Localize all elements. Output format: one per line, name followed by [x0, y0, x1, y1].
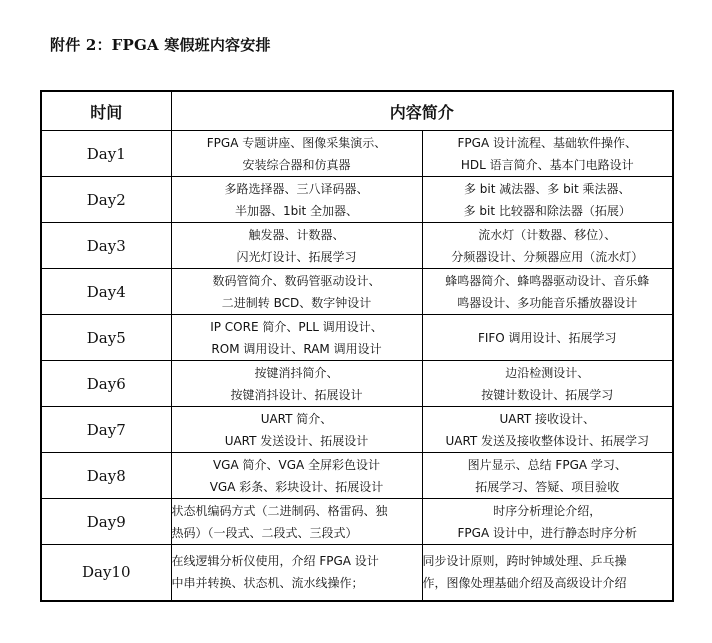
content-left-cell — [171, 453, 422, 499]
content-left-cell — [171, 269, 422, 315]
content-right-cell — [422, 407, 673, 453]
content-line: 按键计数设计、拓展学习 — [481, 387, 614, 402]
table-row — [41, 499, 673, 545]
content-left-cell — [171, 407, 422, 453]
content-line: 多路选择器、三八译码器、 — [224, 181, 369, 196]
content-line: ROM 调用设计、RAM 调用设计 — [211, 341, 382, 356]
header-content: 内容简介 — [171, 91, 673, 131]
content-line: 状态机编码方式（二进制码、格雷码、独 — [171, 503, 388, 518]
header-time: 时间 — [41, 91, 171, 131]
content-line: 作，图像处理基础介绍及高级设计介绍 — [422, 576, 627, 591]
table-row — [41, 453, 673, 499]
content-line: 安装综合器和仿真器 — [242, 157, 351, 172]
content-line: 按键消抖设计、拓展设计 — [230, 387, 363, 402]
content-line: HDL 语言简介、基本门电路设计 — [460, 157, 634, 172]
content-line: FPGA 专题讲座、图像采集演示、 — [206, 135, 387, 150]
table-row — [41, 361, 673, 407]
content-line: 闪光灯设计、拓展学习 — [236, 249, 357, 264]
page-title: 附件 2：FPGA 寒假班内容安排 — [50, 36, 271, 54]
content-left-cell — [171, 315, 422, 361]
content-line: FPGA 设计中，进行静态时序分析 — [457, 525, 637, 540]
content-left-cell — [171, 177, 422, 223]
content-line: 半加器、1bit 全加器、 — [234, 203, 359, 218]
content-line: UART 发送设计、拓展设计 — [224, 433, 369, 448]
table-row — [41, 545, 673, 601]
day-cell: Day8 — [41, 453, 171, 499]
content-line: 触发器、计数器、 — [248, 227, 345, 242]
schedule-table — [40, 90, 674, 602]
day-cell: Day9 — [41, 499, 171, 545]
content-line: IP CORE 简介、PLL 调用设计、 — [210, 319, 383, 334]
content-line: 鸣器设计、多功能音乐播放器设计 — [457, 295, 638, 310]
content-line: FIFO 调用设计、拓展学习 — [477, 330, 617, 345]
day-cell: Day6 — [41, 361, 171, 407]
content-line: 在线逻辑分析仪使用，介绍 FPGA 设计 — [171, 554, 379, 569]
content-line: 时序分析理论介绍， — [493, 503, 602, 518]
content-line: 多 bit 减法器、多 bit 乘法器、 — [463, 181, 631, 196]
table-row — [41, 131, 673, 177]
content-line: 图片显示、总结 FPGA 学习、 — [467, 457, 627, 472]
content-left-cell — [171, 545, 422, 601]
table-header-row — [41, 91, 673, 131]
content-right-cell — [422, 499, 673, 545]
schedule-body — [41, 131, 673, 601]
content-line: 蜂鸣器简介、蜂鸣器驱动设计、音乐蜂 — [445, 273, 650, 288]
table-row — [41, 269, 673, 315]
table-row — [41, 315, 673, 361]
day-cell: Day5 — [41, 315, 171, 361]
table-row — [41, 407, 673, 453]
day-cell: Day3 — [41, 223, 171, 269]
content-line: 同步设计原则，跨时钟域处理、乒乓操 — [422, 554, 627, 569]
content-right-cell — [422, 453, 673, 499]
day-cell: Day10 — [41, 545, 171, 601]
content-line: FPGA 设计流程、基础软件操作、 — [457, 135, 637, 150]
content-line: UART 发送及接收整体设计、拓展学习 — [445, 433, 650, 448]
content-line: 拓展学习、答疑、项目验收 — [475, 479, 620, 494]
content-line: 分频器设计、分频器应用（流水灯） — [451, 249, 644, 264]
day-cell: Day4 — [41, 269, 171, 315]
content-left-cell — [171, 131, 422, 177]
content-right-cell — [422, 223, 673, 269]
table-row — [41, 223, 673, 269]
content-line: VGA 简介、VGA 全屏彩色设计 — [212, 457, 381, 472]
content-line: 边沿检测设计、 — [505, 365, 590, 380]
content-right-cell — [422, 545, 673, 601]
content-left-cell — [171, 499, 422, 545]
content-line: 流水灯（计数器、移位）、 — [478, 227, 617, 242]
content-line: 数码管简介、数码管驱动设计、 — [212, 273, 381, 288]
content-left-cell — [171, 361, 422, 407]
content-line: UART 接收设计、 — [499, 411, 596, 426]
content-line: 按键消抖简介、 — [254, 365, 339, 380]
content-right-cell — [422, 361, 673, 407]
content-line: 中串并转换、状态机、流水线操作； — [171, 576, 364, 591]
content-right-cell — [422, 269, 673, 315]
content-line: UART 简介、 — [260, 411, 333, 426]
content-right-cell — [422, 315, 673, 361]
day-cell: Day1 — [41, 131, 171, 177]
content-right-cell — [422, 131, 673, 177]
content-line: VGA 彩条、彩块设计、拓展设计 — [209, 479, 384, 494]
content-line: 热码）（一段式、二段式、三段式） — [171, 525, 358, 540]
day-cell: Day7 — [41, 407, 171, 453]
content-left-cell — [171, 223, 422, 269]
content-line: 多 bit 比较器和除法器（拓展） — [463, 203, 631, 218]
content-line: 二进制转 BCD、数字钟设计 — [221, 295, 372, 310]
day-cell: Day2 — [41, 177, 171, 223]
table-row — [41, 177, 673, 223]
content-right-cell — [422, 177, 673, 223]
